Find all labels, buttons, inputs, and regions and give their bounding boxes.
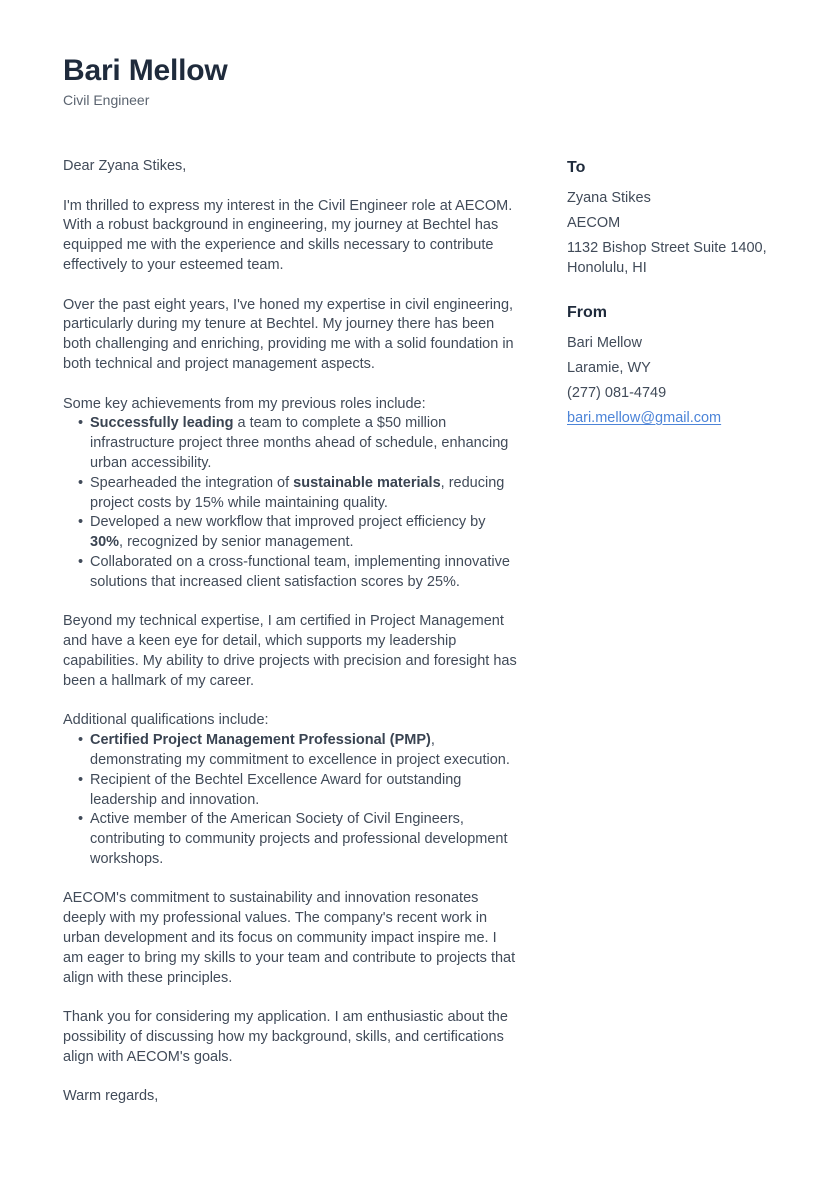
letter-header (63, 52, 782, 110)
applicant-name: Bari Mellow (63, 54, 228, 87)
letter-list-item: • Successfully leading a team to complete a $50 million infrastructure project three months ahead of schedule, enhancing urban accessibility. (63, 414, 520, 473)
applicant-job-title: Civil Engineer (63, 92, 150, 108)
sender-location: Laramie, WY (567, 360, 651, 376)
letter-paragraph: Some key achievements from my previous roles include: (63, 395, 426, 412)
letter-paragraph: Warm regards, (63, 1088, 159, 1105)
sender-phone: (277) 081-4749 (567, 385, 667, 401)
letter-list-item: • Recipient of the Bechtel Excellence Award for outstanding leadership and innovation. (63, 771, 520, 811)
letter-list-item: • Certified Project Management Professional (PMP), demonstrating my commitment to excellence in project execution. (63, 731, 520, 771)
letter-list (63, 414, 520, 592)
letter-list-item: • Developed a new workflow that improved project efficiency by 30%, recognized by senior management. (63, 513, 520, 553)
letter-list-item: • Collaborated on a cross-functional team, implementing innovative solutions that increased client satisfaction scores by 25%. (63, 553, 520, 593)
letter-paragraph: Beyond my technical expertise, I am certified in Project Management and have a keen eye for detail, which supports my leadership capabilities. My ability to drive projects with precision and foresight has been a hallmark of my career. (63, 613, 517, 689)
letter-paragraph: I'm thrilled to express my interest in the Civil Engineer role at AECOM. With a robust background in engineering, my journey at Bechtel has equipped me with the experience and skills necessary to contribute effectively to your esteemed team. (63, 197, 513, 273)
letter-paragraph: Thank you for considering my application. I am enthusiastic about the possibility of discussing how my background, skills, and certifications align with AECOM's goals. (63, 1009, 508, 1065)
from-heading: From (567, 304, 607, 321)
to-section (567, 157, 782, 278)
sender-email-link[interactable]: bari.mellow@gmail.com (567, 410, 722, 426)
letter-paragraph: Over the past eight years, I've honed my expertise in civil engineering, particularly during my tenure at Bechtel. My journey there has been both challenging and enriching, providing me with a solid foundation in both technical and project management aspects. (63, 296, 514, 372)
letter-list-item: • Active member of the American Society of Civil Engineers, contributing to community projects and professional development workshops. (63, 810, 520, 869)
letter-list (63, 731, 520, 870)
letter-paragraph: Dear Zyana Stikes, (63, 158, 187, 174)
sender-name: Bari Mellow (567, 335, 642, 351)
contact-sidebar (567, 157, 782, 433)
letter-columns (63, 157, 782, 1127)
recipient-company: AECOM (567, 215, 621, 231)
letter-paragraph: AECOM's commitment to sustainability and innovation resonates deeply with my professional values. The company's recent work in urban development and its focus on community impact inspire me. I am eager to bring my skills to your team and contribute to projects that align with these principles. (63, 890, 516, 986)
letter-paragraph: Additional qualifications include: (63, 712, 269, 729)
letter-list-item: • Spearheaded the integration of sustainable materials, reducing project costs by 15% while maintaining quality. (63, 474, 520, 514)
recipient-name: Zyana Stikes (567, 190, 651, 206)
from-section (567, 302, 782, 428)
letter-body (63, 157, 520, 1127)
to-heading: To (567, 159, 586, 176)
recipient-address: 1132 Bishop Street Suite 1400, Honolulu, HI (567, 240, 767, 276)
sender-email-line (567, 408, 782, 428)
